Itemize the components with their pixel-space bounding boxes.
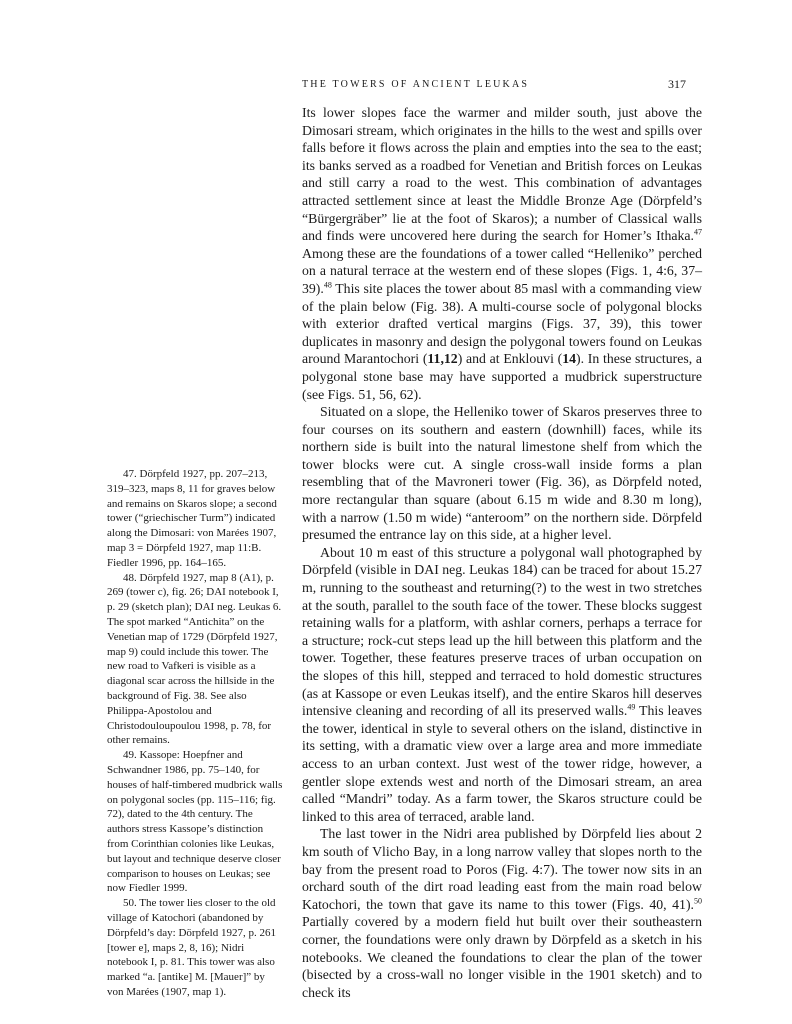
paragraph: The last tower in the Nidri area published by Dörpfeld lies about 2 km south of Vlicho Bay, in a long narrow valley that slopes north to the bay from the present road to Poros (Fig. 4:7). The tower now sits in an orchard south of the dirt road leading east from the main road below Katochori, the town that gave its name to this tower (Figs. 40, 41).$^{50}$ Partially covered by a modern field hut built over their southeastern corner, the foundations were only drawn by Dörpfeld as a sketch in his notebooks. We cleaned the foundations to clear the plan of the tower (bisected by a cross-wall no longer visible in the 1901 sketch) and to check its xyxy=(302,826,702,1000)
running-head: THE TOWERS OF ANCIENT LEUKAS xyxy=(302,79,530,90)
main-text-column xyxy=(302,104,702,1001)
footnote-ref: 48 xyxy=(323,280,332,290)
paragraph: Its lower slopes face the warmer and milder south, just above the Dimosari stream, which originates in the hills to the west and spills over falls before it flows across the plain and empties into the sea to the east; its banks served as a roadbed for Venetian and British forces on Leukas and still carry a road to the west. This combination of advantages attracted settlement since at least the Middle Bronze Age (Dörpfeld’s “Bürgergräber” lie at the foot of Skaros); a number of Classical walls and finds were uncovered here during the search for Homer’s Ithaka.$^{47}$ Among these are the foundations of a tower called “Helleniko” perched on a natural terrace at the western end of these slopes (Figs. 1, 4:6, 37–39).$^{48}$ This site places the tower about 85 masl with a commanding view of the plain below (Fig. 38). A multi-course socle of polygonal blocks with exterior drafted vertical margins (Figs. 37, 39), this tower duplicates in masonry and design the polygonal towers found on Leukas around Marantochori (11,12) and at Enklouvi (14). In these structures, a polygonal stone base may have supported a mudbrick superstructure (see Figs. 51, 56, 62). xyxy=(302,105,702,402)
footnote: 47. Dörpfeld 1927, pp. 207–213, 319–323, maps 8, 11 for graves below and remains on Skaros slope; a second tower (“griechischer Turm”) indicated along the Dimosari: von Marées 1907, map 3 = Dörpfeld 1927, map 11:B. Fiedler 1996, pp. 164–165. xyxy=(107,468,277,569)
side-notes xyxy=(107,467,283,1000)
footnote-ref: 50 xyxy=(694,896,702,906)
footnote: 50. The tower lies closer to the old village of Katochori (abandoned by Dörpfeld’s day: Dörpfeld 1927, p. 261 [tower e], maps 2, 8, 16); Nidri notebook I, p. 81. This tower was also marked “a. [antike] M. [Mauer]” by von Marées (1907, map 1). xyxy=(107,897,276,998)
footnote: 48. Dörpfeld 1927, map 8 (A1), p. 269 (tower c), fig. 26; DAI notebook I, p. 29 (sketch plan); DAI neg. Leukas 6. The spot marked “Antichita” on the Venetian map of 1729 (Dörpfeld 1927, map 9) could include this tower. The new road to Vafkeri is visible as a diagonal scar across the hillside in the background of Fig. 38. See also Philippa-Apostolou and Christodouloupoulou 1998, p. 78, for other remains. xyxy=(107,571,282,747)
paragraph: About 10 m east of this structure a polygonal wall photographed by Dörpfeld (visible in DAI neg. Leukas 184) can be traced for about 15.27 m, running to the southeast and returning(?) to the west in two stretches at the south, parallel to the south face of the tower. These blocks suggest retaining walls for a platform, with ashlar corners, perhaps a terrace for a structure; rock-cut steps lead up the hill between this platform and the tower. Together, these features preserve traces of urban occupation on the slopes of this hill, stepped and terraced to hold domestic structures (as at Kassope or even Leukas itself), and the entire Skaros hill deserves intensive cleaning and recording of all its preserved walls.$^{49}$ This leaves the tower, identical in style to several others on the island, distinctive in its setting, with a dramatic view over a large area and more immediate access to an urban context. Just west of the tower ridge, however, a gentler slope extends west and north of the Dimosari stream, an area called “Mandri” today. As a farm tower, the Skaros structure could be linked to this area of terraced, arable land. xyxy=(302,544,702,824)
footnote-ref: 47 xyxy=(694,227,702,237)
footnote: 49. Kassope: Hoepfner and Schwandner 1986, pp. 75–140, for houses of half-timbered mudbrick walls on polygonal socles (pp. 115–116; fig. 72), dated to the 4th century. The authors stress Kassope’s distinction from Corinthian colonies like Leukas, but layout and technique deserve closer comparison to houses on Leukas; see now Fiedler 1999. xyxy=(107,749,283,895)
page-number: 317 xyxy=(668,77,686,91)
footnote-ref: 49 xyxy=(627,702,636,712)
paragraph: Situated on a slope, the Helleniko tower of Skaros preserves three to four courses on its southern and eastern (downhill) faces, while its northern side is built into the natural limestone shelf from which the tower blocks were cut. A single cross-wall inside forms a plan resembling that of the Mavroneri tower (Fig. 36), as Dörpfeld noted, more rectangular than square (about 6.15 m wide and 8.30 m long), with a narrow (1.50 m wide) “anteroom” on the northern side. Dörpfeld presumed the entrance lay on this side, at a higher level. xyxy=(302,404,702,543)
